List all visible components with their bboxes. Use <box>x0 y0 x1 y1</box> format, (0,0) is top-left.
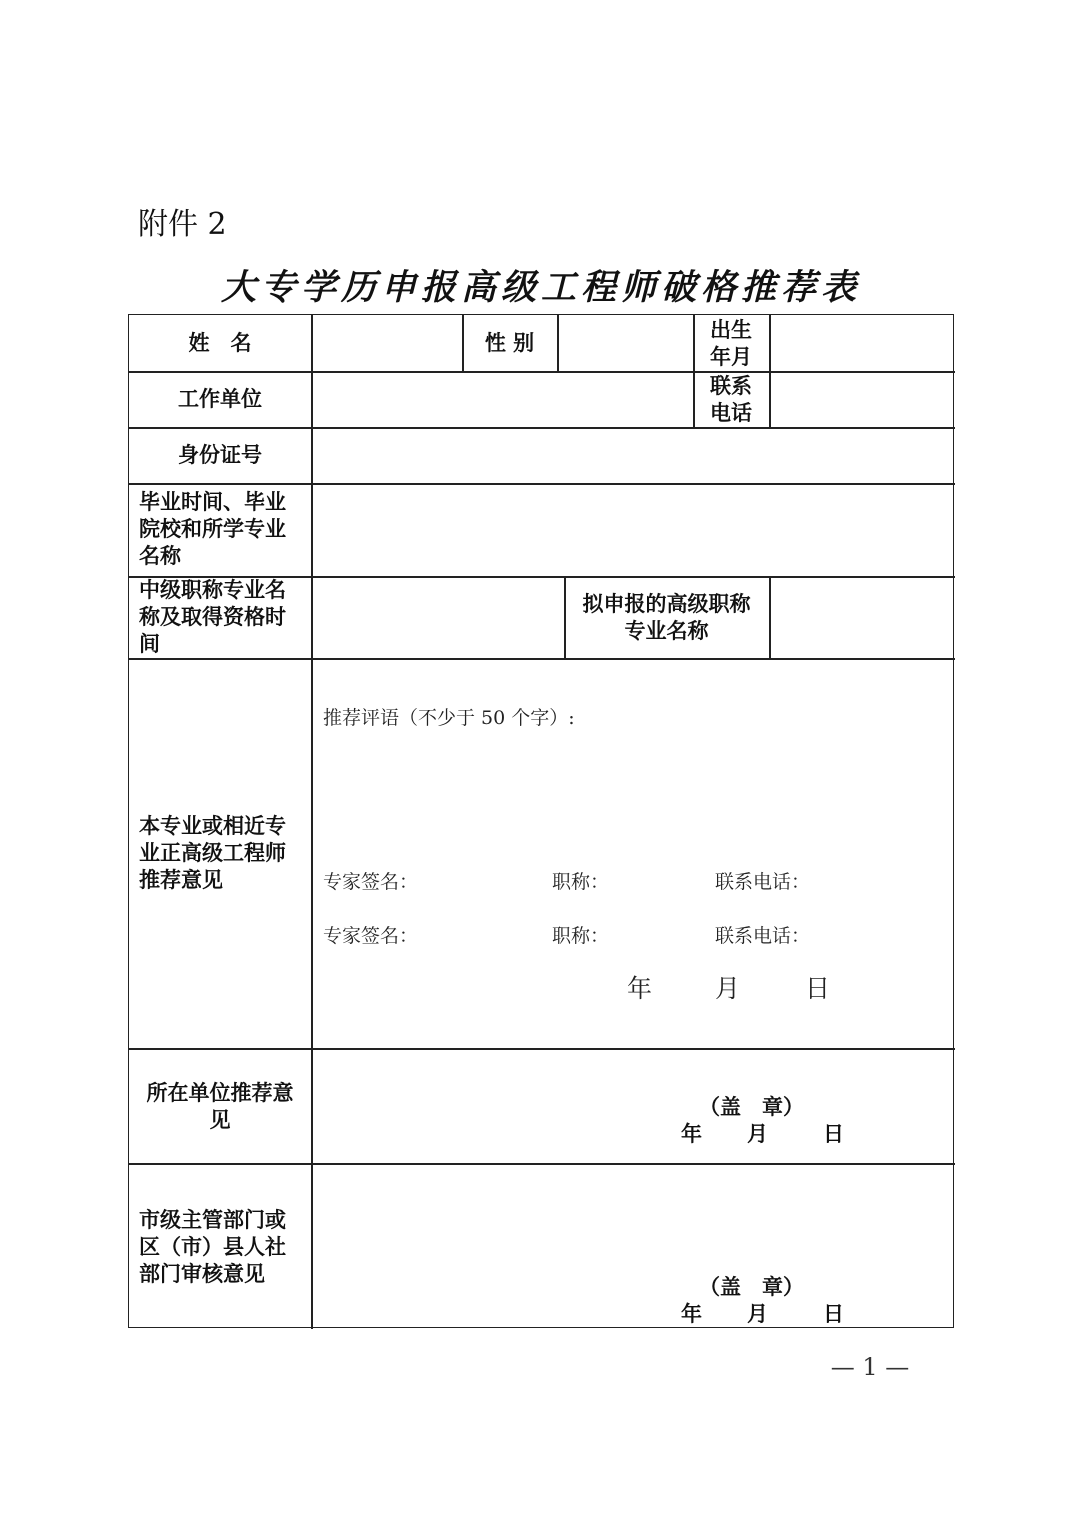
page-number: — 1 — <box>830 1353 910 1381</box>
expert-opinion-label-line: 本专业或相近专 <box>139 814 286 838</box>
senior-title-label <box>564 591 769 645</box>
recommendation-form <box>128 314 954 1328</box>
attachment-label: 附件 2 <box>138 207 227 242</box>
expert-signature-label: 专家签名： <box>323 925 419 947</box>
phone-label-line: 电话 <box>710 401 752 425</box>
birth-label <box>693 317 769 371</box>
city-review-label-line: 市级主管部门或 <box>139 1208 286 1232</box>
name-label: 姓 名 <box>188 331 252 355</box>
form-title: 大专学历申报高级工程师破格推荐表 <box>220 267 861 308</box>
expert-phone-label: 联系电话： <box>715 871 811 893</box>
expert-opinion-label-line: 推荐意见 <box>139 868 223 892</box>
graduation-label-line: 院校和所学专业 <box>139 517 286 541</box>
work-unit-label: 工作单位 <box>178 387 262 411</box>
mid-title-label <box>139 577 286 658</box>
row-divider <box>129 427 955 429</box>
seal-label: （盖 章） <box>699 1275 804 1299</box>
column-divider <box>769 576 771 658</box>
date-day: 日 <box>823 1302 844 1326</box>
row-divider <box>129 658 955 660</box>
date-month: 月 <box>715 974 741 1003</box>
date-day: 日 <box>823 1122 844 1146</box>
expert-phone-label: 联系电话： <box>715 925 811 947</box>
id-number-label: 身份证号 <box>178 443 262 467</box>
graduation-label-line: 毕业时间、毕业 <box>139 490 286 514</box>
row-divider <box>129 483 955 485</box>
unit-opinion-label-line: 见 <box>209 1108 231 1132</box>
date-month: 月 <box>747 1302 768 1326</box>
seal-label: （盖 章） <box>699 1095 804 1119</box>
phone-label <box>693 373 769 427</box>
city-review-label-line: 区（市）县人社 <box>139 1235 286 1259</box>
row-divider <box>129 371 955 373</box>
graduation-label <box>139 489 286 570</box>
birth-label-line: 出生 <box>710 318 752 342</box>
date-month: 月 <box>747 1122 768 1146</box>
date-year: 年 <box>681 1122 702 1146</box>
date-year: 年 <box>627 974 653 1003</box>
row-divider <box>129 1163 955 1165</box>
expert-signature-label: 专家签名： <box>323 871 419 893</box>
senior-title-label-line: 拟申报的高级职称 <box>582 592 751 616</box>
graduation-label-line: 名称 <box>139 544 181 568</box>
expert-title-label: 职称： <box>552 925 610 947</box>
date-year: 年 <box>681 1302 702 1326</box>
date-day: 日 <box>805 974 831 1003</box>
expert-opinion-label-line: 业正高级工程师 <box>139 841 286 865</box>
mid-title-label-line: 中级职称专业名 <box>139 578 286 602</box>
column-divider <box>311 315 313 1329</box>
expert-title-label: 职称： <box>552 871 610 893</box>
mid-title-label-line: 称及取得资格时 <box>139 605 286 629</box>
birth-label-line: 年月 <box>710 345 752 369</box>
gender-label: 性 别 <box>484 331 535 355</box>
city-review-label <box>139 1207 286 1288</box>
comment-prompt: 推荐评语（不少于 50 个字）: <box>323 707 575 729</box>
senior-title-label-line: 专业名称 <box>624 619 709 643</box>
unit-opinion-label-line: 所在单位推荐意 <box>146 1081 294 1105</box>
phone-label-line: 联系 <box>710 374 752 398</box>
city-review-label-line: 部门审核意见 <box>139 1262 265 1286</box>
mid-title-label-line: 间 <box>139 632 160 656</box>
expert-opinion-label <box>139 813 286 894</box>
column-divider <box>557 315 559 371</box>
column-divider <box>769 315 771 427</box>
row-divider <box>129 1048 955 1050</box>
unit-opinion-label <box>129 1080 311 1134</box>
